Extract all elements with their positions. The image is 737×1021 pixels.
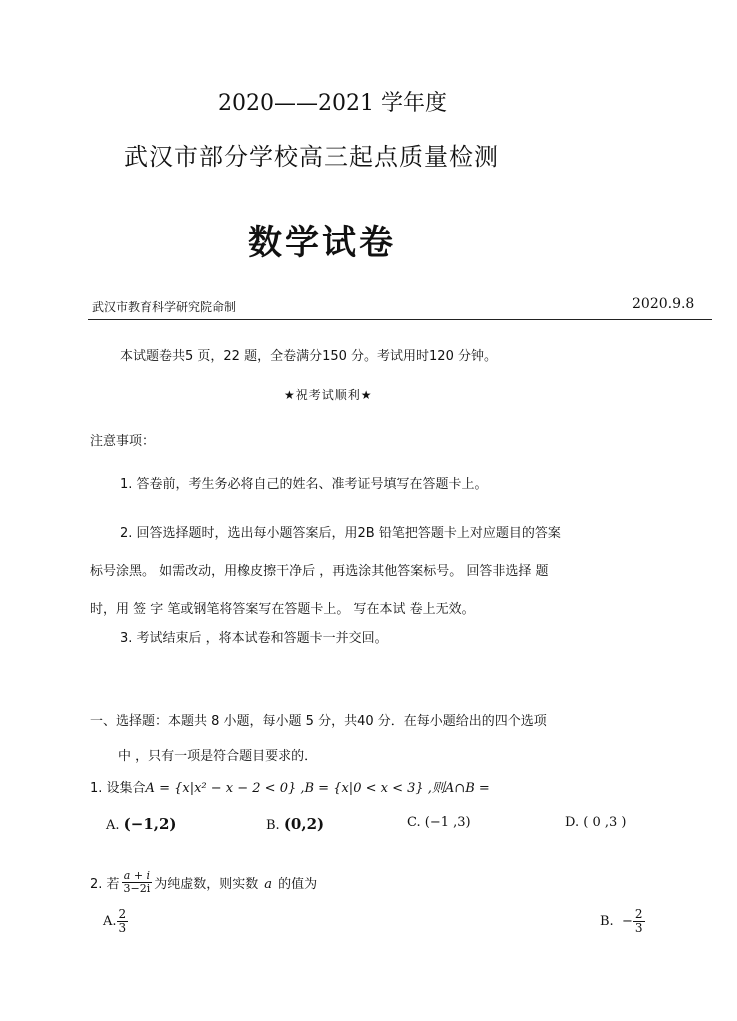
option-fraction (633, 908, 645, 935)
exam-date: 2020.9.8 (632, 296, 695, 312)
question-1-prefix: 1. 设集合 (90, 781, 146, 796)
section-1-instructions-line-1: 一、选择题：本题共 8 小题，每小题 5 分，共40 分．在每小题给出的四个选项 (90, 714, 547, 729)
option-label: D. (565, 815, 580, 830)
question-1-option-a (106, 815, 177, 833)
section-1-instructions-line-2: 中 ，只有一项是符合题目要求的． (118, 749, 318, 764)
option-value: (−1,2) (123, 815, 177, 833)
question-2-fraction (122, 870, 153, 895)
question-1-option-d (565, 815, 626, 830)
question-1-stem (90, 777, 490, 796)
fraction-numerator: 2 (118, 907, 127, 921)
question-1-option-c (407, 815, 471, 830)
question-1-math: A = {x|x² − x − 2 < 0} ,B = {x|0 < x < 3} ,则A∩B = (145, 781, 490, 796)
question-2-suffix: 的值为 (278, 877, 318, 893)
option-value: ( 0 ,3 ) (583, 815, 627, 830)
option-fraction (117, 908, 129, 935)
notice-item-3: 3. 考试结束后 ，将本试卷和答题卡一并交回。 (120, 631, 388, 646)
year-heading: 2020——2021 学年度 (218, 91, 447, 116)
good-luck-text: ★祝考试顺利★ (284, 388, 373, 402)
option-label: B. (266, 818, 280, 833)
question-2-middle: 为纯虚数，则实数 (154, 877, 259, 893)
fraction-numerator: a + i (123, 869, 151, 882)
fraction-denominator: 3−2i (123, 882, 151, 896)
option-label: C. (407, 815, 421, 830)
option-label: B. (600, 914, 614, 930)
option-sign: − (621, 914, 633, 930)
notice-item-2-line-3: 时，用 签 字 笔或钢笔将答案写在答题卡上。 写在本试 卷上无效。 (90, 602, 475, 617)
exam-subtitle: 武汉市部分学校高三起点质量检测 (124, 143, 499, 171)
question-2-stem (90, 869, 318, 897)
fraction-numerator: 2 (634, 907, 643, 921)
header-divider (88, 319, 712, 320)
option-value: (0,2) (283, 815, 325, 833)
issuer-label: 武汉市教育科学研究院命制 (92, 300, 237, 314)
notice-item-2-line-1: 2. 回答选择题时，选出每小题答案后，用2B 铅笔把答题卡上对应题目的答案 (120, 526, 561, 541)
question-1-option-b (266, 815, 324, 833)
option-label: A. (106, 818, 120, 833)
question-2-option-b (600, 908, 645, 935)
question-2-prefix: 2. 若 (90, 877, 120, 893)
fraction-denominator: 3 (118, 921, 127, 936)
notice-item-1: 1. 答卷前，考生务必将自己的姓名、准考证号填写在答题卡上。 (120, 477, 488, 492)
fraction-denominator: 3 (634, 921, 643, 936)
intro-text: 本试题卷共5 页，22 题，全卷满分150 分。考试用时120 分钟。 (120, 349, 497, 364)
option-value: (−1 ,3) (424, 815, 471, 830)
notice-item-2-line-2: 标号涂黑。 如需改动，用橡皮擦干净后 ，再选涂其他答案标号。 回答非选择 题 (90, 564, 549, 579)
notice-heading: 注意事项： (90, 434, 156, 449)
question-2-variable: a (264, 877, 273, 893)
option-label: A. (103, 914, 117, 930)
exam-title: 数学试卷 (248, 223, 396, 263)
question-2-option-a (103, 908, 128, 935)
